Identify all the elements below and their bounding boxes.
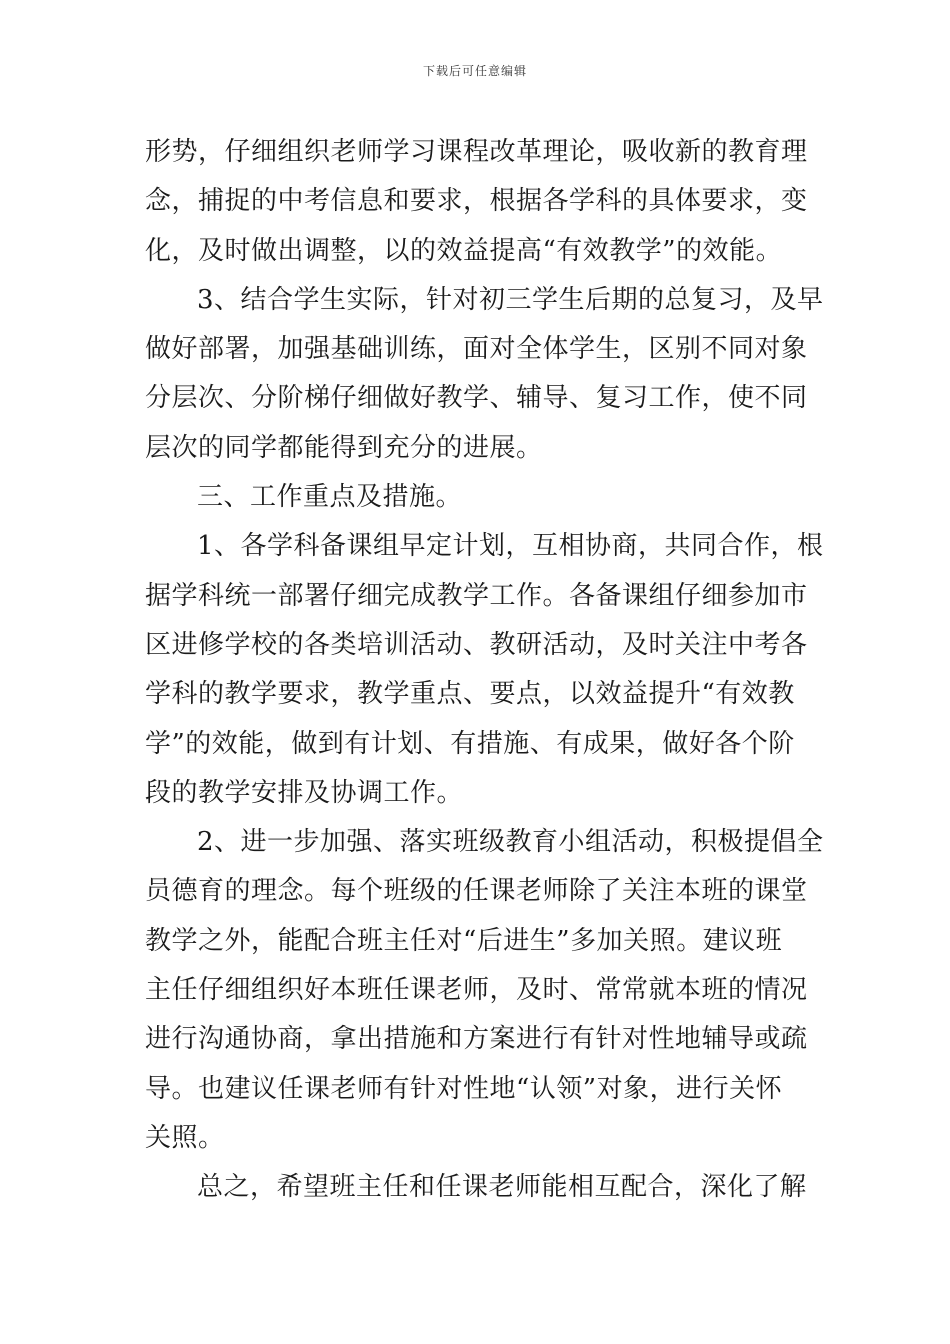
text-line: 念，捕捉的中考信息和要求，根据各学科的具体要求，变 xyxy=(145,186,808,217)
text-line: 分层次、分阶梯仔细做好教学、辅导、复习工作，使不同 xyxy=(145,383,808,414)
text-line: 1、各学科备课组早定计划，互相协商，共同合作，根 xyxy=(197,531,824,562)
text-line: 区进修学校的各类培训活动、教研活动，及时关注中考各 xyxy=(145,629,808,660)
text-line: 进行沟通协商，拿出措施和方案进行有针对性地辅导或疏 xyxy=(145,1024,808,1055)
text-line: 2、进一步加强、落实班级教育小组活动，积极提倡全 xyxy=(197,827,824,858)
text-line: 据学科统一部署仔细完成教学工作。各备课组仔细参加市 xyxy=(145,580,808,611)
text-line: 导。也建议任课老师有针对性地“认领”对象，进行关怀 xyxy=(145,1073,783,1104)
text-line: 主任仔细组织好本班任课老师，及时、常常就本班的情况 xyxy=(145,975,808,1006)
text-line: 三、工作重点及措施。 xyxy=(197,482,463,513)
text-line: 总之，希望班主任和任课老师能相互配合，深化了解 xyxy=(197,1172,807,1203)
page-header: 下载后可任意编辑 xyxy=(422,64,527,78)
text-line: 做好部署，加强基础训练，面对全体学生，区别不同对象 xyxy=(145,334,808,365)
text-line: 化，及时做出调整，以的效益提高“有效教学”的效能。 xyxy=(145,235,783,266)
document-body xyxy=(145,128,824,1213)
text-line: 学”的效能，做到有计划、有措施、有成果，做好各个阶 xyxy=(145,728,795,759)
text-line: 3、结合学生实际，针对初三学生后期的总复习，及早 xyxy=(197,284,824,315)
text-line: 段的教学安排及协调工作。 xyxy=(145,777,464,808)
text-line: 学科的教学要求，教学重点、要点，以效益提升“有效教 xyxy=(145,679,795,710)
text-line: 层次的同学都能得到充分的进展。 xyxy=(145,432,543,463)
text-line: 教学之外，能配合班主任对“后进生”多加关照。建议班 xyxy=(145,925,783,956)
text-line: 关照。 xyxy=(145,1122,225,1153)
text-line: 员德育的理念。每个班级的任课老师除了关注本班的课堂 xyxy=(145,876,808,907)
text-line: 形势，仔细组织老师学习课程改革理论，吸收新的教育理 xyxy=(145,137,808,167)
